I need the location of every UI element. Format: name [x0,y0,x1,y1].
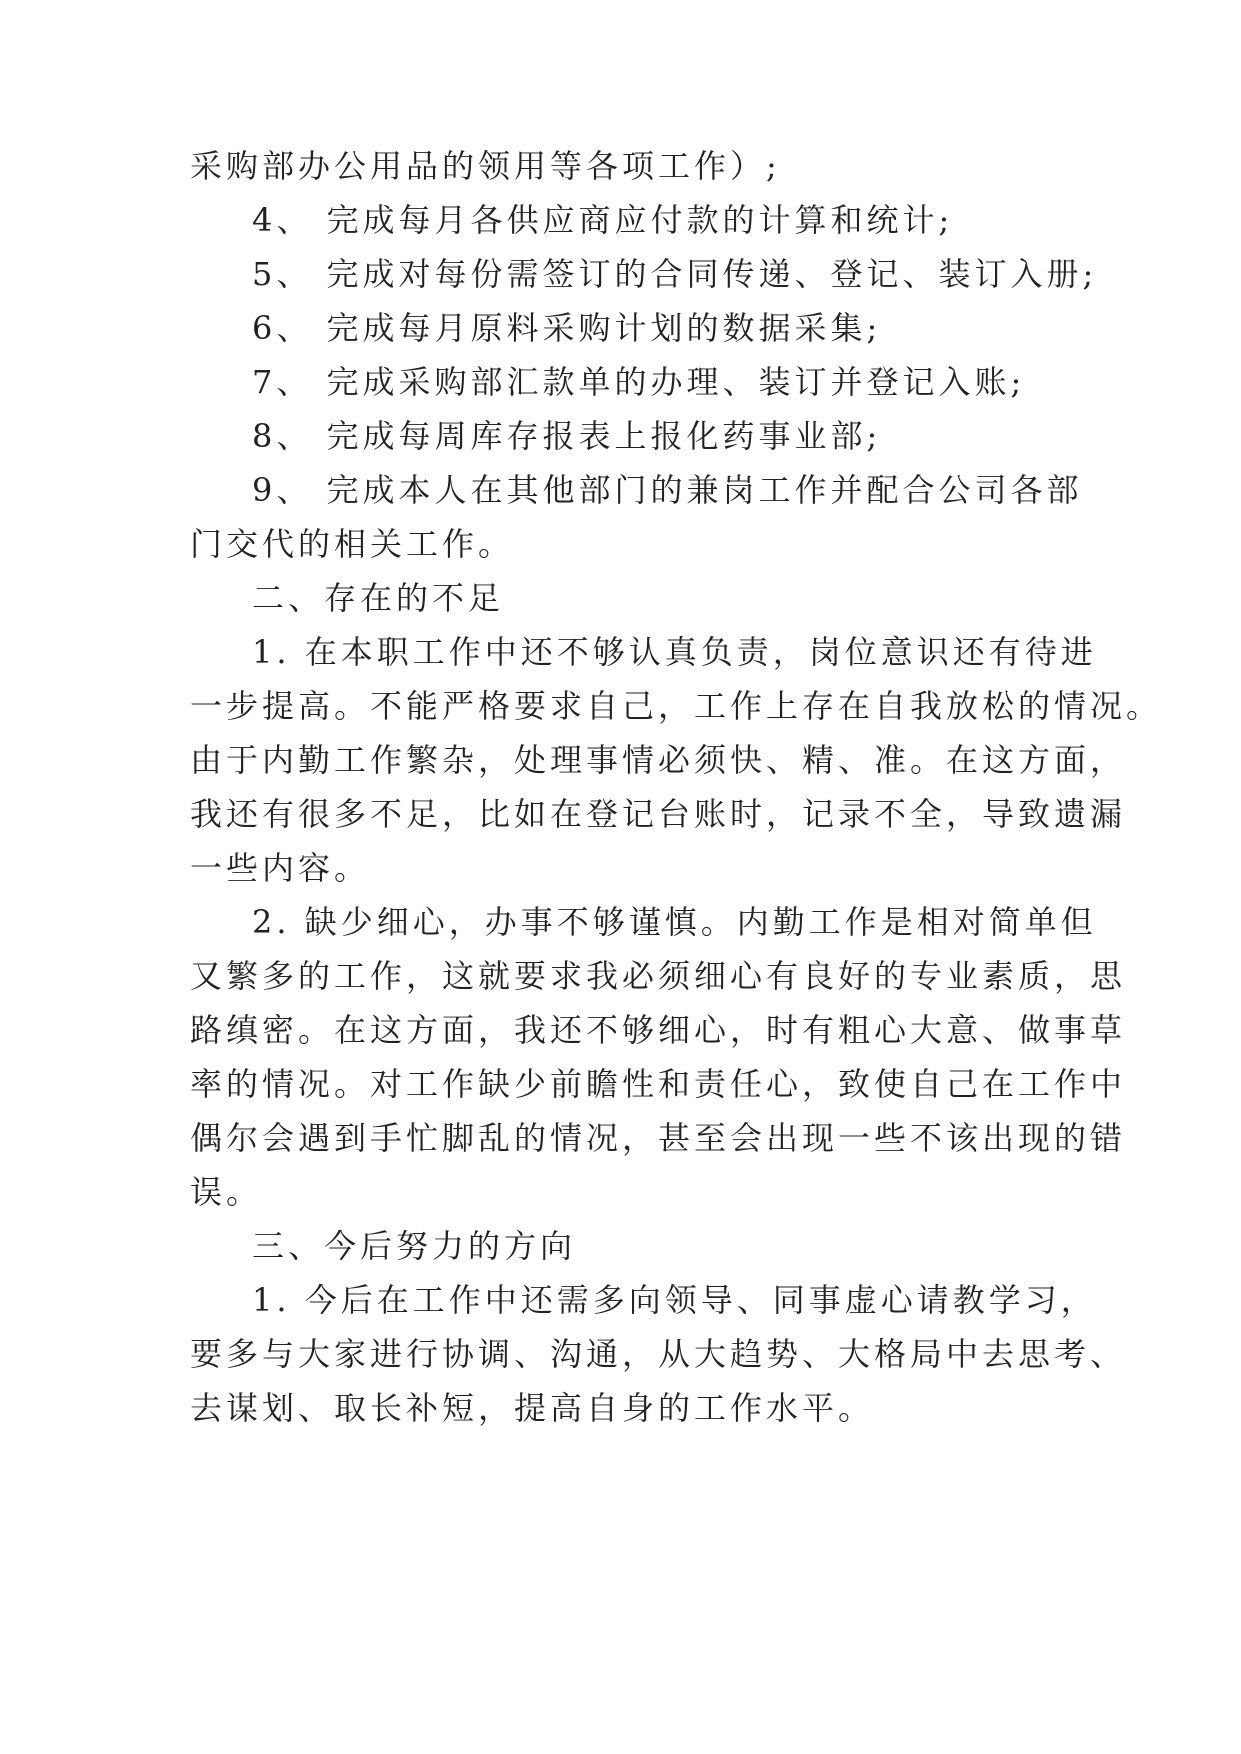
paragraph-line: 由于内勤工作繁杂，处理事情必须快、精、准。在这方面， [190,741,1127,779]
paragraph-line: 我还有很多不足，比如在登记台账时，记录不全，导致遗漏 [190,795,1127,833]
paragraph-line: 去谋划、取长补短，提高自身的工作水平。 [190,1389,875,1427]
paragraph-line: 又繁多的工作，这就要求我必须细心有良好的专业素质，思 [190,957,1127,995]
text-line: 门交代的相关工作。 [190,525,515,563]
section-heading-3: 三、今后努力的方向 [252,1227,577,1265]
list-item-4: 4、 完成每月各供应商应付款的计算和统计; [252,201,954,239]
paragraph-line: 1. 今后在工作中还需多向领导、同事虚心请教学习， [252,1281,1097,1319]
text-line: 采购部办公用品的领用等各项工作）; [190,147,781,185]
paragraph-line: 率的情况。对工作缺少前瞻性和责任心，致使自己在工作中 [190,1065,1127,1103]
paragraph-line: 1. 在本职工作中还不够认真负责，岗位意识还有待进 [252,633,1097,671]
paragraph-line: 一步提高。不能严格要求自己，工作上存在自我放松的情况。 [190,687,1163,725]
list-item-9: 9、 完成本人在其他部门的兼岗工作并配合公司各部 [252,471,1083,509]
list-item-7: 7、 完成采购部汇款单的办理、装订并登记入账; [252,363,1026,401]
list-item-5: 5、 完成对每份需签订的合同传递、登记、装订入册; [252,255,1098,293]
paragraph-line: 误。 [190,1173,263,1211]
paragraph-line: 2. 缺少细心，办事不够谨慎。内勤工作是相对简单但 [252,903,1097,941]
paragraph-line: 要多与大家进行协调、沟通，从大趋势、大格局中去思考、 [190,1335,1127,1373]
paragraph-line: 一些内容。 [190,849,371,887]
list-item-8: 8、 完成每周库存报表上报化药事业部; [252,417,882,455]
section-heading-2: 二、存在的不足 [252,579,505,617]
list-item-6: 6、 完成每月原料采购计划的数据采集; [252,309,882,347]
paragraph-line: 偶尔会遇到手忙脚乱的情况，甚至会出现一些不该出现的错 [190,1119,1127,1157]
paragraph-line: 路缜密。在这方面，我还不够细心，时有粗心大意、做事草 [190,1011,1127,1049]
